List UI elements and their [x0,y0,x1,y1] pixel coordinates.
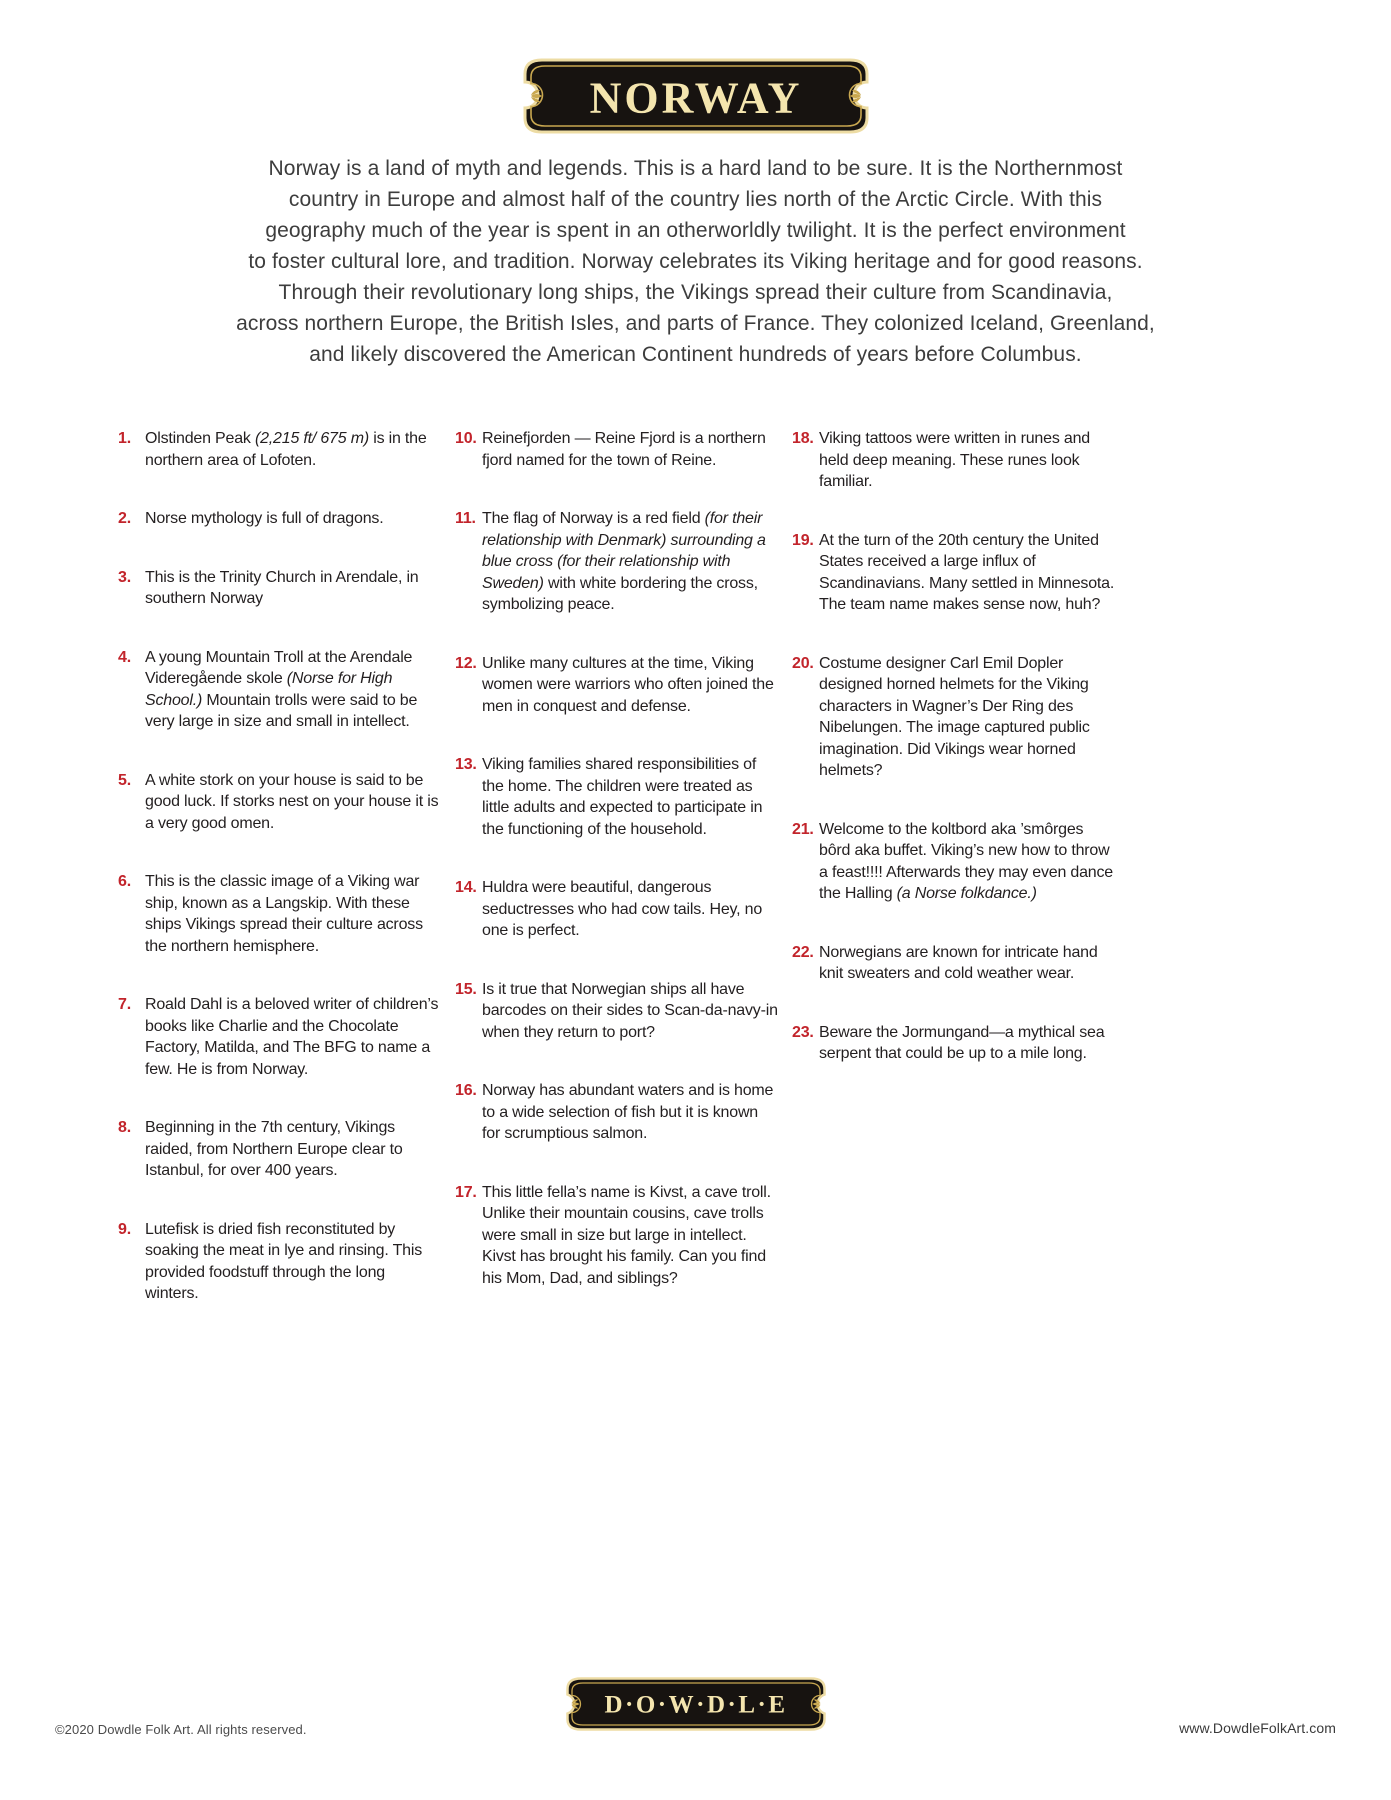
fact-number: 8. [118,1119,131,1136]
fact-item [792,653,1118,782]
fact-number: 14. [455,879,477,896]
facts-column-2 [455,428,781,1342]
fact-number: 1. [118,430,131,447]
fact-text: This is the classic image of a Viking war ship, known as a Langskip. With these ships Vikings spread their culture across the northern hemisphere. [145,873,423,955]
fact-text: Viking tattoos were written in runes and held deep meaning. These runes look familiar. [819,430,1090,490]
fact-number: 13. [455,756,477,773]
fact-text: Beginning in the 7th century, Vikings raided, from Northern Europe clear to Istanbul, for over 400 years. [145,1119,403,1179]
norway-plaque-text: NORWAY [589,73,802,123]
fact-item [118,508,444,530]
fact-number: 18. [792,430,814,447]
fact-number: 10. [455,430,477,447]
facts-column-3 [792,428,1118,1342]
fact-text: Costume designer Carl Emil Dopler designed horned helmets for the Viking characters in Wagner’s Der Ring des Nibelungen. The image captured public imagination. Did Vikings wear horned helmets? [819,654,1090,779]
fact-number: 11. [455,510,476,527]
fact-item [455,508,781,616]
fact-number: 9. [118,1220,131,1238]
norway-plaque-graphic [522,57,870,135]
fact-text: This is the Trinity Church in Arendale, in southern Norway [145,568,419,607]
facts-column-1 [118,428,444,1342]
fact-item [118,871,444,957]
fact-text: A young Mountain Troll at the Arendale Videregående skole (Norse for High School.) Mountain trolls were said to be very large in size and small in intellect. [145,648,418,730]
fact-text: Beware the Jormungand—a mythical sea serpent that could be up to a mile long. [819,1023,1105,1062]
fact-text: Roald Dahl is a beloved writer of children’s books like Charlie and the Chocolate Factory, Matilda, and The BFG to name a few. He is from Norway. [145,996,439,1078]
fact-number: 4. [118,648,131,666]
fact-item [455,1080,781,1145]
fact-number: 17. [455,1183,477,1201]
fact-text: Is it true that Norwegian ships all have barcodes on their sides to Scan-da-navy-in when they return to port? [482,980,778,1041]
fact-item [455,979,781,1044]
fact-number: 21. [792,820,814,838]
fact-item [455,877,781,942]
fact-item [118,1117,444,1182]
fact-number: 6. [118,873,131,890]
fact-text: Reinefjorden — Reine Fjord is a northern fjord named for the town of Reine. [482,430,766,469]
fact-item [118,428,444,471]
fact-item [118,770,444,835]
fact-text: Olstinden Peak (2,215 ft/ 675 m) is in the northern area of Lofoten. [145,430,427,469]
fact-number: 3. [118,568,131,586]
fact-item [792,819,1118,905]
fact-text: This little fella’s name is Kivst, a cave troll. Unlike their mountain cousins, cave trolls were small in size but large in intellect. Kivst has brought his family. Can you find his Mom, Dad, and siblings? [482,1183,771,1287]
fact-text: The flag of Norway is a red field (for their relationship with Denmark) surrounding a blue cross (for their relationship with Sweden) with white bordering the cross, symbolizing peace. [482,510,766,613]
intro-line: across northern Europe, the British Isles, and parts of France. They colonized Iceland, Greenland, [236,312,1155,335]
copyright-text: ©2020 Dowdle Folk Art. All rights reserved. [55,1722,307,1737]
intro-line: and likely discovered the American Continent hundreds of years before Columbus. [309,343,1082,366]
fact-item [455,754,781,840]
fact-item [455,653,781,718]
fact-number: 22. [792,943,814,961]
fact-number: 15. [455,980,477,998]
intro-paragraph [0,153,1391,370]
fact-text: Huldra were beautiful, dangerous seductresses who had cow tails. Hey, no one is perfect. [482,879,763,939]
website-text: www.DowdleFolkArt.com [1179,1720,1336,1736]
fact-item [792,1022,1118,1065]
fact-text: Unlike many cultures at the time, Viking women were warriors who often joined the men in conquest and defense. [482,654,774,715]
fact-item [792,942,1118,985]
fact-text: Welcome to the koltbord aka ’smôrges bôrd aka buffet. Viking’s new how to throw a feast!!!! Afterwards they may even dance the Halling (a Norse folkdance.) [819,820,1113,902]
fact-text: Lutefisk is dried fish reconstituted by soaking the meat in lye and rinsing. This provided foodstuff through the long winters. [145,1220,422,1302]
fact-number: 5. [118,771,131,789]
facts-list [118,428,1118,1342]
fact-item [118,567,444,610]
intro-line: Norway is a land of myth and legends. This is a hard land to be sure. It is the Northernmost [268,157,1123,180]
fact-item [792,428,1118,493]
fact-text: Viking families shared responsibilities of the home. The children were treated as little adults and expected to participate in the functioning of the household. [482,756,763,838]
dowdle-plaque-text: D·O·W·D·L·E [603,1691,788,1719]
fact-item [792,530,1118,616]
fact-number: 7. [118,996,131,1013]
fact-text: Norse mythology is full of dragons. [145,510,384,527]
fact-item [118,647,444,733]
fact-number: 2. [118,510,131,527]
fact-item [118,994,444,1080]
fact-text: Norwegians are known for intricate hand knit sweaters and cold weather wear. [819,943,1098,982]
norway-plaque [522,57,870,140]
fact-text: At the turn of the 20th century the United States received a large influx of Scandinavians. Many settled in Minnesota. The team name makes sense now, huh? [819,531,1115,613]
fact-number: 23. [792,1023,814,1041]
dowdle-plaque-graphic [565,1676,827,1732]
intro-line: to foster cultural lore, and tradition. Norway celebrates its Viking heritage and for good reasons. [248,250,1143,273]
intro-line: country in Europe and almost half of the country lies north of the Arctic Circle. With this [288,188,1103,211]
intro-line: geography much of the year is spent in an otherworldly twilight. It is the perfect environment [265,219,1126,242]
fact-number: 20. [792,654,814,672]
fact-item [455,1182,781,1290]
fact-number: 19. [792,531,814,549]
fact-text: Norway has abundant waters and is home to a wide selection of fish but it is known for scrumptious salmon. [482,1082,774,1142]
fact-number: 12. [455,654,477,672]
fact-number: 16. [455,1082,477,1099]
intro-line: Through their revolutionary long ships, the Vikings spread their culture from Scandinavia, [278,281,1113,304]
fact-item [455,428,781,471]
dowdle-plaque [565,1676,827,1737]
fact-item [118,1219,444,1305]
fact-text: A white stork on your house is said to be good luck. If storks nest on your house it is a very good omen. [145,771,439,832]
